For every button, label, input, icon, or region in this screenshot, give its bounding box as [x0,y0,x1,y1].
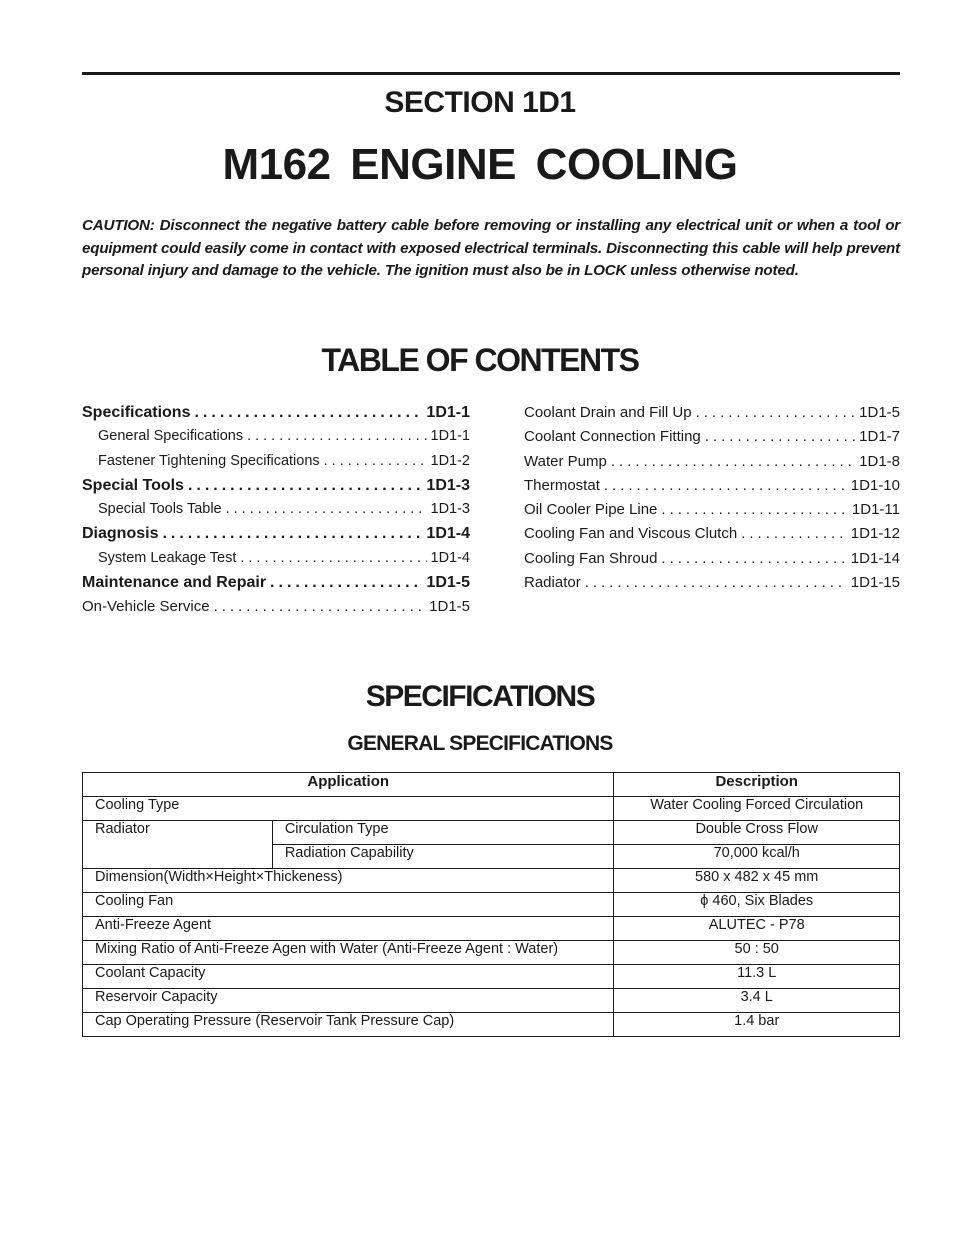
toc-leader [585,574,847,591]
toc-leader [240,550,426,566]
radiation-capability-value: 70,000 kcal/h [614,845,900,869]
toc-entry-page: 1D1-1 [430,428,470,445]
page-title: M162 ENGINE COOLING [222,140,738,189]
toc-leader [247,428,426,444]
toc-entry-page: 1D1-4 [430,549,470,566]
toc-entry-page: 1D1-3 [430,501,470,518]
antifreeze-label: Anti-Freeze Agent [83,917,614,941]
toc-leader [188,477,422,495]
toc-entry-page: 1D1-11 [851,501,900,519]
toc-entry[interactable] [82,453,470,477]
reservoir-capacity-label: Reservoir Capacity [83,989,614,1013]
toc-entry-label: Water Pump [524,452,607,470]
toc-entry-page: 1D1-4 [426,525,470,543]
cooling-type-value: Water Cooling Forced Circulation [614,797,900,821]
specifications-heading: SPECIFICATIONS [365,680,595,713]
toc-entry-label: Maintenance and Repair [82,574,267,592]
toc-entry-label: General Specifications [98,428,244,445]
toc-entry[interactable] [82,428,470,452]
toc-entry-page: 1D1-5 [429,598,470,616]
top-rule [82,72,900,75]
toc-entry-label: Specifications [82,404,191,421]
toc-entry-page: 1D1-8 [859,452,900,470]
toc-entry-label: Special Tools [82,476,184,494]
toc-leader [162,525,422,543]
circulation-type-value: Double Cross Flow [614,821,900,845]
table-row [83,821,900,845]
toc-entry[interactable] [524,525,900,549]
toc-entry[interactable] [524,453,900,477]
general-specifications-table [82,772,900,1037]
toc-entry-label: Oil Cooler Pipe Line [524,501,658,519]
antifreeze-value: ALUTEC - P78 [614,917,900,941]
toc-entry[interactable] [82,574,470,598]
table-row [83,893,900,917]
table-row [83,869,900,893]
dimension-value: 580 x 482 x 45 mm [614,869,900,893]
toc-leader [194,404,422,422]
mixing-ratio-value: 50 : 50 [614,941,900,965]
toc-leader [611,453,855,470]
toc-entry-page: 1D1-15 [850,574,900,592]
toc-entry-label: System Leakage Test [98,549,237,566]
dimension-label: Dimension(Width×Height×Thickeness) [83,869,614,893]
reservoir-capacity-value: 3.4 L [614,989,900,1013]
cooling-fan-label: Cooling Fan [83,893,614,917]
toc-leader [696,404,856,421]
coolant-capacity-label: Coolant Capacity [83,965,614,989]
table-row [83,989,900,1013]
toc-leader [324,453,427,469]
toc-leader [705,428,855,445]
toc-entry-label: Thermostat [524,476,600,494]
radiator-label: Radiator [83,821,273,869]
section-title: SECTION 1D1 [384,86,576,119]
toc-leader [226,501,427,517]
toc-entry-page: 1D1-5 [426,574,470,592]
toc-entry-page: 1D1-2 [430,452,470,469]
toc-leader [270,574,422,592]
toc-entry[interactable] [524,574,900,598]
description-header: Description [614,773,900,797]
toc-leader [661,550,846,567]
toc-entry-label: Coolant Connection Fitting [524,428,701,446]
mixing-ratio-label: Mixing Ratio of Anti-Freeze Agen with Water (Anti-Freeze Agent : Water) [83,941,614,965]
cooling-type-label: Cooling Type [83,797,614,821]
toc-leader [214,598,426,615]
toc-entry[interactable] [82,404,470,428]
toc-entry-page: 1D1-3 [426,476,470,494]
toc-entry[interactable] [82,477,470,501]
toc-entry[interactable] [524,477,900,501]
toc-entry-label: Cooling Fan Shroud [524,549,658,567]
toc-leader [661,501,848,518]
toc-entry-label: On-Vehicle Service [82,598,210,616]
toc-entry[interactable] [82,501,470,525]
cap-pressure-value: 1.4 bar [614,1013,900,1037]
toc-entry-page: 1D1-1 [426,404,470,421]
toc-entry-label: Diagnosis [82,525,159,543]
toc-entry[interactable] [82,525,470,549]
table-row [83,1013,900,1037]
toc-entry-page: 1D1-12 [850,525,900,543]
table-header-row [83,773,900,797]
toc-leader [741,525,847,542]
toc-right-column [524,404,900,598]
toc-entry-page: 1D1-14 [850,549,900,567]
toc-entry-page: 1D1-7 [859,428,900,446]
table-row [83,917,900,941]
toc-entry[interactable] [82,598,470,622]
cooling-fan-value: ϕ 460, Six Blades [614,893,900,917]
radiation-capability-label: Radiation Capability [272,845,614,869]
toc-title: TABLE OF CONTENTS [321,342,639,378]
cap-pressure-label: Cap Operating Pressure (Reservoir Tank Pressure Cap) [83,1013,614,1037]
general-specifications-heading: GENERAL SPECIFICATIONS [347,732,613,755]
toc-entry[interactable] [82,550,470,574]
table-row [83,941,900,965]
toc-entry[interactable] [524,550,900,574]
application-header: Application [83,773,614,797]
table-row [83,797,900,821]
toc-entry[interactable] [524,404,900,428]
toc-entry-label: Special Tools Table [98,501,222,518]
caution-note: CAUTION: Disconnect the negative battery cable before removing or installing any electrical unit or when a tool or equipment could easily come in contact with exposed electrical terminals. Disconnecting this cable will help prevent personal injury and damage to the vehicle. The ignition must also be in LOCK unless otherwise noted. [82,217,900,279]
toc-entry-label: Radiator [524,574,581,592]
toc-left-column [82,404,470,623]
table-row [83,965,900,989]
toc-leader [604,477,847,494]
coolant-capacity-value: 11.3 L [614,965,900,989]
circulation-type-label: Circulation Type [272,821,614,845]
toc-entry-page: 1D1-10 [850,476,900,494]
toc-entry-label: Fastener Tightening Specifications [98,452,320,469]
toc-entry-page: 1D1-5 [859,404,900,421]
toc-entry-label: Coolant Drain and Fill Up [524,404,692,421]
toc-entry[interactable] [524,428,900,452]
toc-entry[interactable] [524,501,900,525]
toc-entry-label: Cooling Fan and Viscous Clutch [524,525,738,543]
